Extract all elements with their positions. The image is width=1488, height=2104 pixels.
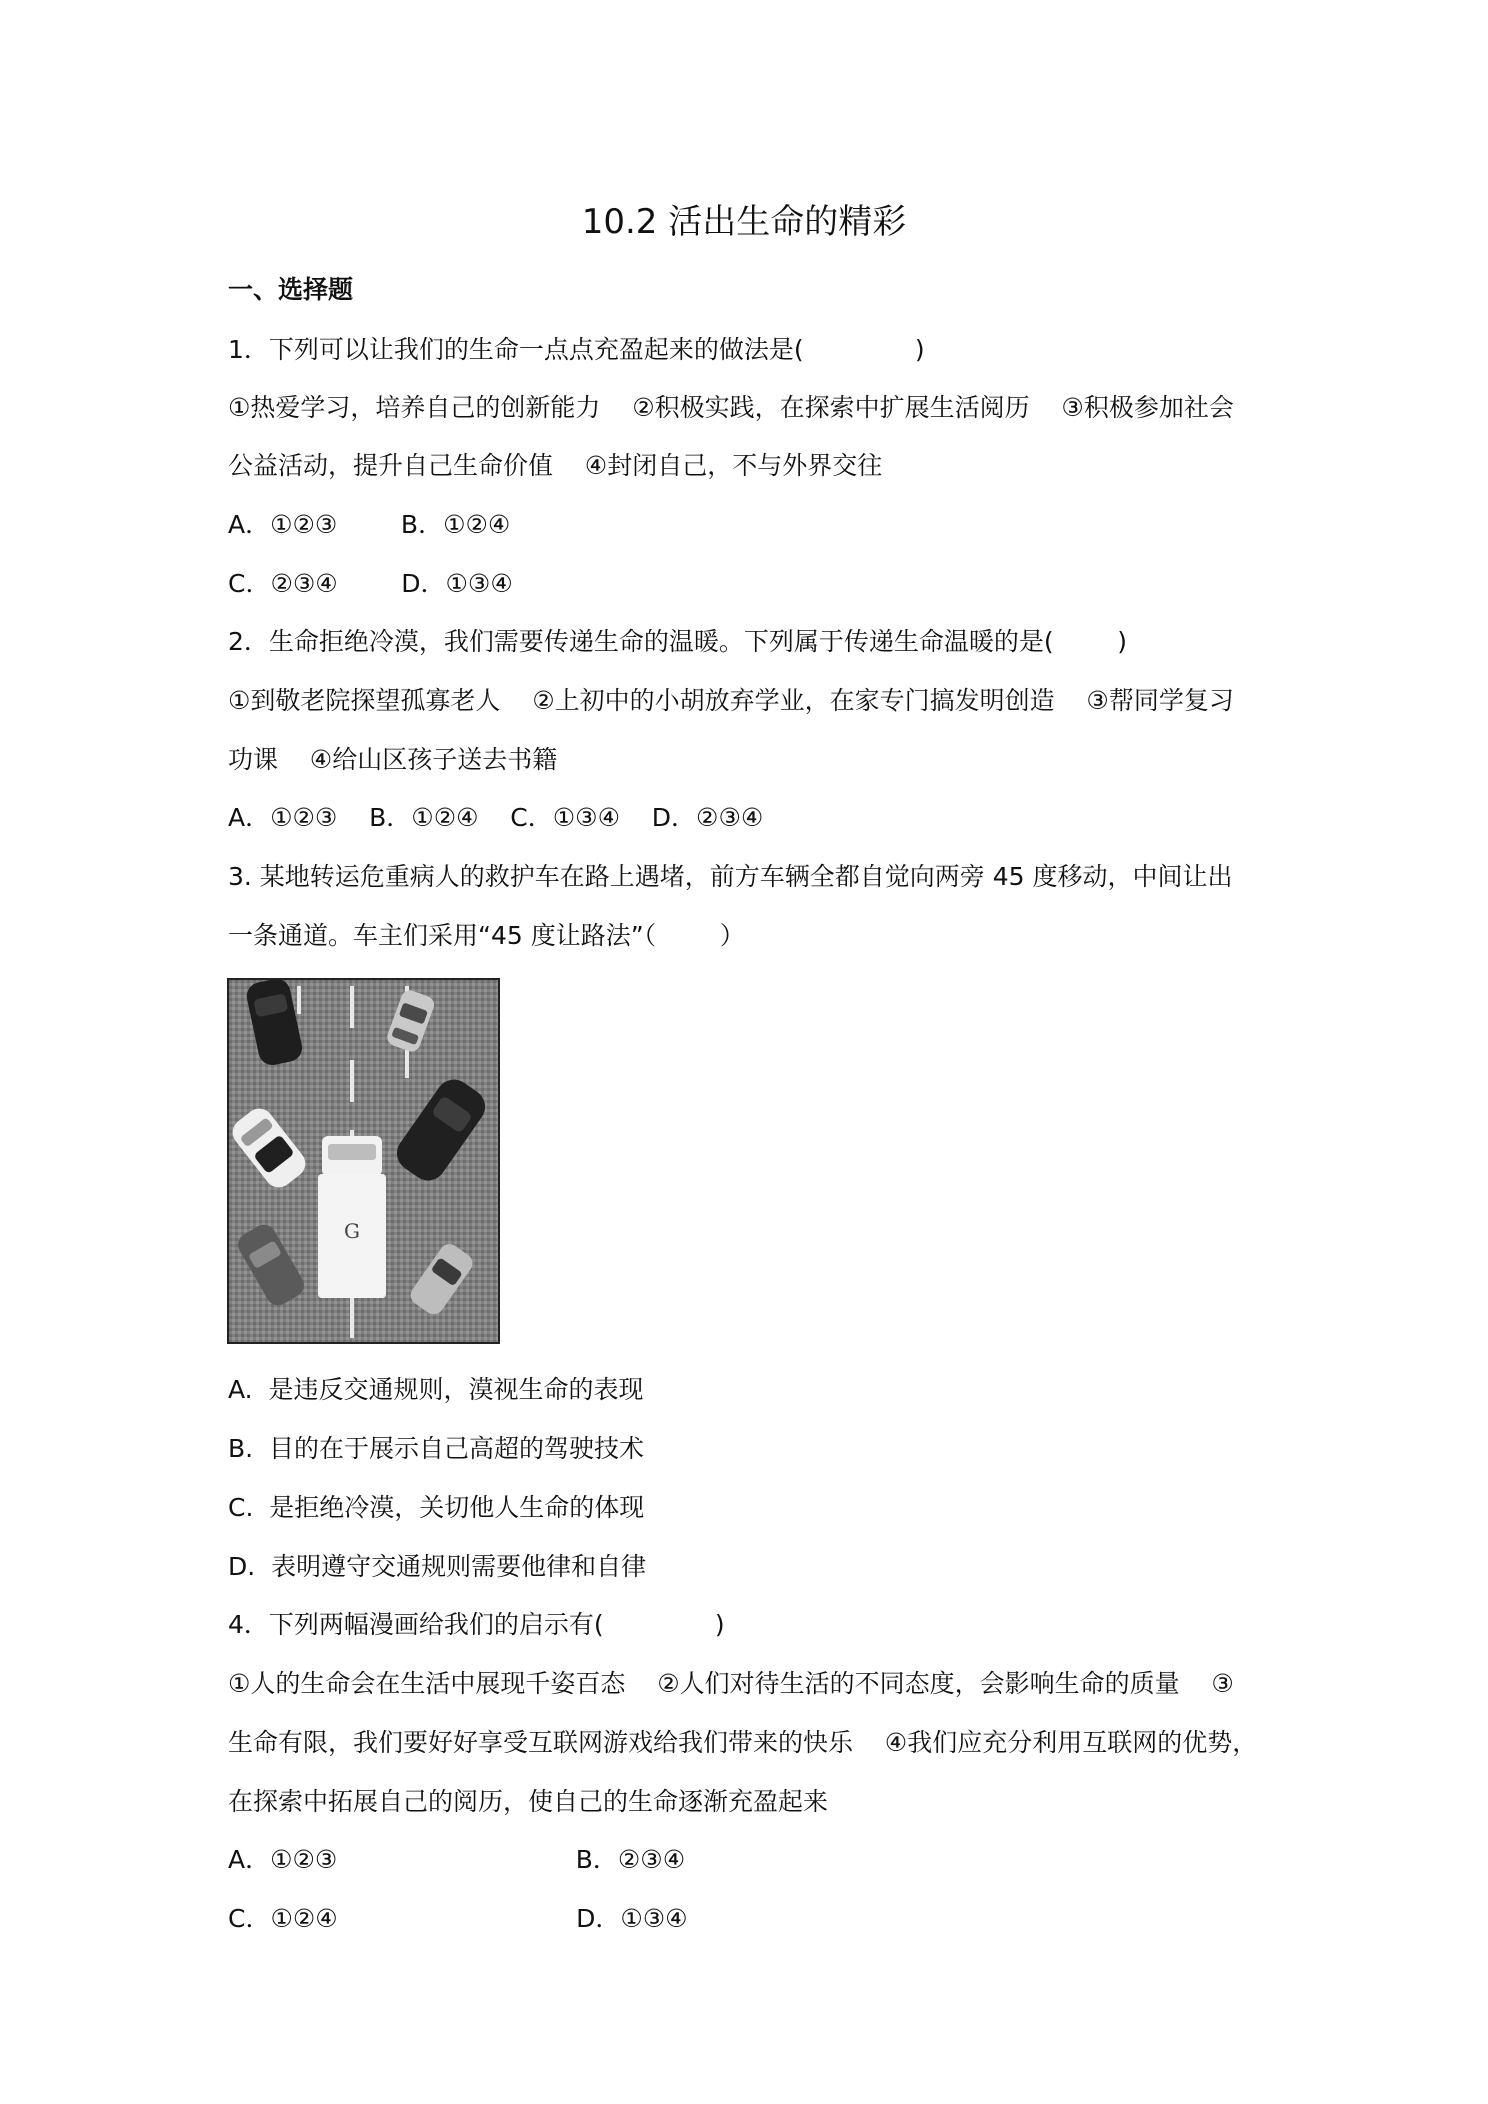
- q2-stem: 2．生命拒绝冷漠，我们需要传递生命的温暖。下列属于传递生命温暖的是( ): [228, 627, 1127, 656]
- q3-option-b: B. 目的在于展示自己高超的驾驶技术: [228, 1434, 644, 1463]
- q4-items-line3: 在探索中拓展自己的阅历，使自己的生命逐渐充盈起来: [228, 1787, 829, 1816]
- q4-items-line1: ①人的生命会在生活中展现千姿百态 ②人们对待生活的不同态度，会影响生命的质量 ③: [228, 1669, 1234, 1698]
- q3-option-d: D. 表明遵守交通规则需要他律和自律: [228, 1552, 647, 1581]
- q4-items-line2: 生命有限，我们要好好享受互联网游戏给我们带来的快乐 ④我们应充分利用互联网的优势，: [228, 1728, 1258, 1757]
- ambulance: [318, 1136, 386, 1298]
- q1-stem: 1．下列可以让我们的生命一点点充盈起来的做法是( ): [228, 335, 925, 364]
- q1-items-line2: 公益活动，提升自己生命价值 ④封闭自己，不与外界交往: [228, 451, 883, 480]
- q2-items-line1: ①到敬老院探望孤寡老人 ②上初中的小胡放弃学业，在家专门搞发明创造 ③帮同学复习: [228, 686, 1234, 715]
- q2-items-line2: 功课 ④给山区孩子送去书籍: [228, 745, 558, 774]
- q3-option-c: C. 是拒绝冷漠，关切他人生命的体现: [228, 1493, 645, 1522]
- traffic-yield-figure: [227, 978, 500, 1344]
- q1-options-line1: A．①②③ B．①②④: [228, 510, 511, 539]
- traffic-illustration: [229, 980, 498, 1342]
- q4-options-line2: C．①②④ D．①③④: [228, 1904, 688, 1933]
- section-heading: 一、选择题: [228, 275, 354, 304]
- q1-items-line1: ①热爱学习，培养自己的创新能力 ②积极实践，在探索中扩展生活阅历 ③积极参加社会: [228, 393, 1234, 422]
- q4-options-line1: A．①②③ B．②③④: [228, 1845, 686, 1874]
- q3-stem-line2: 一条通道。车主们采用“45 度让路法”（ ）: [228, 921, 745, 950]
- q1-options-line2: C．②③④ D．①③④: [228, 569, 513, 598]
- q4-stem: 4．下列两幅漫画给我们的启示有( ): [228, 1610, 725, 1639]
- ambulance-mark: G: [344, 1219, 360, 1243]
- q3-stem-line1: 3. 某地转运危重病人的救护车在路上遇堵，前方车辆全都自觉向两旁 45 度移动，中间让出: [228, 862, 1233, 891]
- q2-options: A．①②③ B．①②④ C．①③④ D．②③④: [228, 803, 764, 832]
- page-title: 10.2 活出生命的精彩: [581, 202, 907, 242]
- q3-option-a: A. 是违反交通规则，漠视生命的表现: [228, 1375, 644, 1404]
